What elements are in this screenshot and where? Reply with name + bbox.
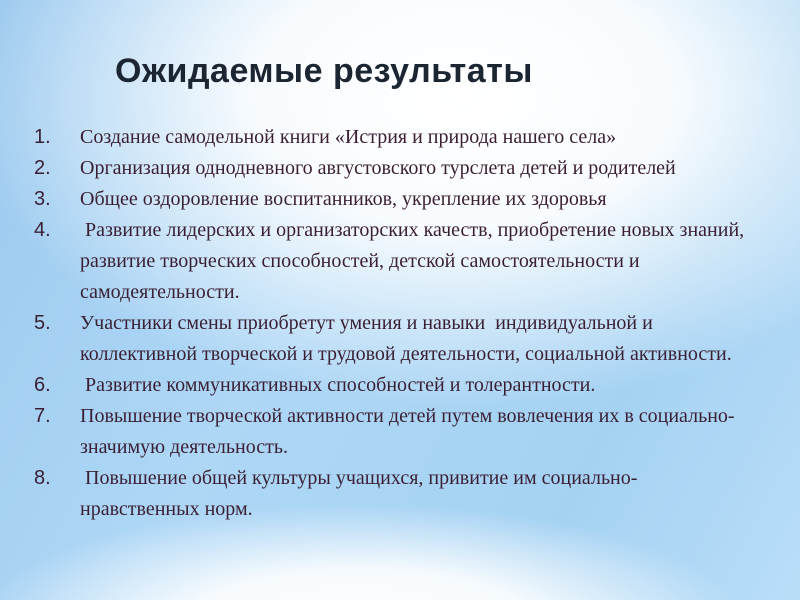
list-item [34,215,750,308]
slide-title: Ожидаемые результаты [115,52,533,90]
list-item [34,122,748,153]
list-item [34,153,748,184]
results-list [34,122,750,525]
list-item [34,308,748,370]
list-item-text: Развитие коммуникативных способностей и толерантности. [80,374,596,396]
list-item [34,184,748,215]
list-item-text: Общее оздоровление воспитанников, укрепление их здоровья [80,188,607,210]
list-item [34,401,748,463]
list-item-text: Повышение творческой активности детей путем вовлечения их в социально-значимую деятельность. [80,405,735,458]
list-item-number: 3. [34,188,51,210]
list-item [34,370,748,401]
list-item-number: 2. [34,157,51,179]
list-item-number: 6. [34,374,51,396]
list-item-number: 4. [34,219,51,241]
list-item-text: Создание самодельной книги «Истрия и природа нашего села» [80,126,617,148]
list-item-text: Развитие лидерских и организаторских качеств, приобретение новых знаний, развитие творческих способностей, детской самостоятельности и самодеятельности. [80,219,750,303]
list-item-text: Повышение общей культуры учащихся, привитие им социально-нравственных норм. [80,467,638,520]
list-item-number: 8. [34,467,51,489]
list-item-number: 7. [34,405,51,427]
list-item [34,463,748,525]
list-item-number: 1. [34,126,51,148]
list-item-number: 5. [34,312,51,334]
list-item-text: Участники смены приобретут умения и навыки индивидуальной и коллективной творческой и трудовой деятельности, социальной активности. [80,312,732,365]
list-item-text: Организация однодневного августовского турслета детей и родителей [80,157,676,179]
